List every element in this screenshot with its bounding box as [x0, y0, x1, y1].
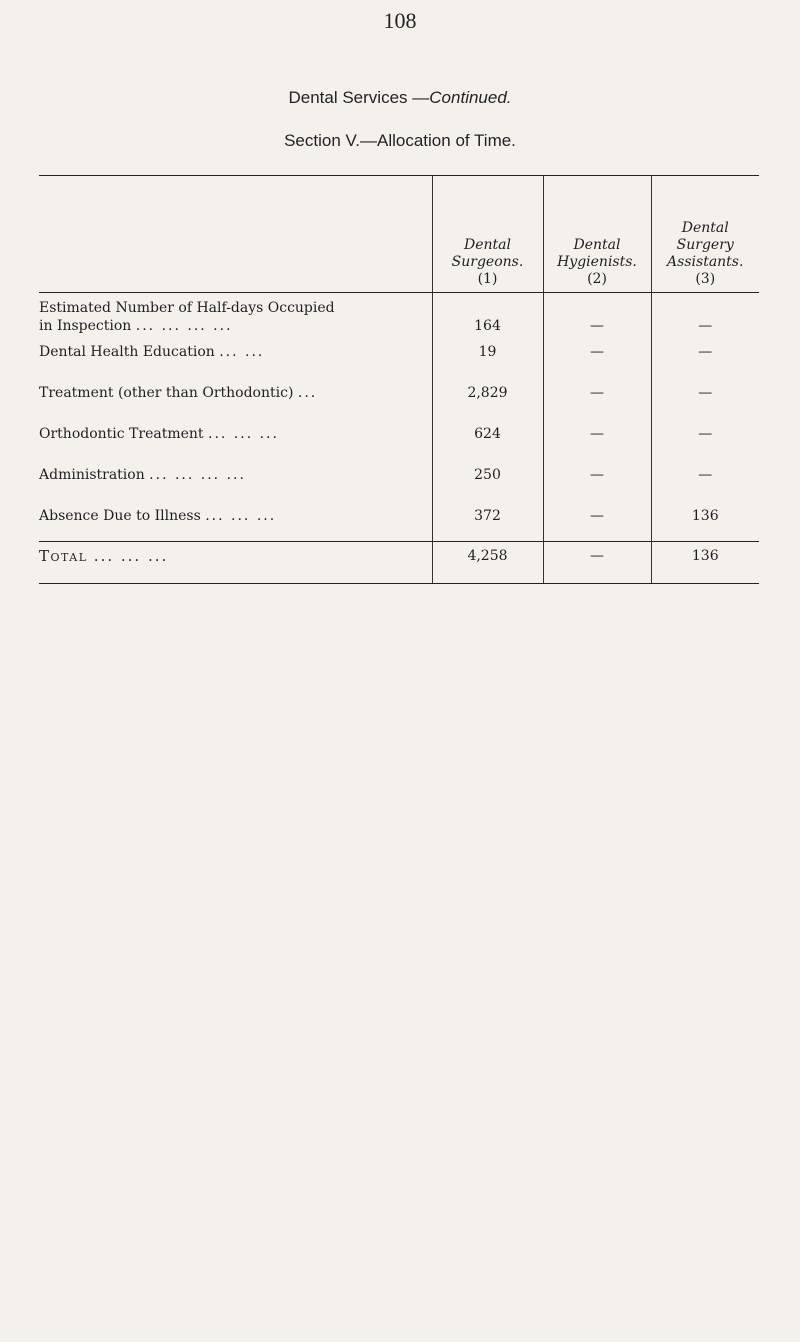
cell-assistants: —: [651, 339, 759, 380]
total-leader: ... ... ...: [93, 547, 169, 565]
row-label-line2: in Inspection: [39, 318, 132, 334]
row-label: [39, 503, 432, 542]
row-label-text: Dental Health Education: [39, 344, 215, 360]
header-row: [39, 176, 759, 293]
row-label: [39, 293, 432, 340]
header-line: Dental: [573, 237, 621, 253]
header-dental-surgery-assistants: [651, 176, 759, 293]
total-label: [39, 542, 432, 584]
header-line: Assistants.: [667, 254, 744, 270]
header-line: Surgeons.: [451, 254, 524, 270]
row-leader: ... ...: [219, 344, 265, 360]
header-line: Dental: [681, 220, 729, 236]
page-heading: [0, 88, 800, 108]
page-number: 108: [383, 8, 417, 33]
row-label-text: Treatment (other than Orthodontic): [39, 385, 294, 401]
row-label-line1: Estimated Number of Half-days Occupied: [39, 300, 335, 316]
row-leader: ... ... ...: [208, 426, 279, 442]
table-row: [39, 421, 759, 462]
cell-assistants: —: [651, 421, 759, 462]
cell-hygienists: —: [543, 462, 651, 503]
row-label-text: Absence Due to Illness: [39, 508, 201, 524]
row-leader: ...: [297, 385, 318, 401]
cell-assistants: —: [651, 293, 759, 340]
header-label-cell: [39, 176, 432, 293]
row-leader: ... ... ... ...: [149, 467, 246, 483]
heading-dash: —: [412, 88, 430, 107]
cell-assistants: —: [651, 462, 759, 503]
table-row: [39, 503, 759, 542]
row-label: [39, 339, 432, 380]
cell-hygienists: —: [543, 503, 651, 542]
table-row: [39, 462, 759, 503]
header-line: Surgery: [676, 237, 734, 253]
section-title: Section V.—Allocation of Time.: [284, 131, 516, 150]
table-row: [39, 380, 759, 421]
total-hygienists: —: [543, 542, 651, 584]
cell-hygienists: —: [543, 293, 651, 340]
cell-hygienists: —: [543, 421, 651, 462]
allocation-of-time-table: [39, 175, 759, 584]
total-label-text: Total: [39, 547, 88, 565]
row-leader: ... ... ...: [205, 508, 277, 524]
header-dental-hygienists: [543, 176, 651, 293]
heading-continued: Continued.: [429, 88, 512, 107]
table-row: [39, 293, 759, 340]
cell-surgeons: 624: [432, 421, 543, 462]
allocation-table-wrapper: [39, 175, 759, 584]
row-label-text: Administration: [39, 467, 145, 483]
header-number: (3): [695, 271, 716, 287]
cell-assistants: —: [651, 380, 759, 421]
cell-hygienists: —: [543, 380, 651, 421]
cell-surgeons: 2,829: [432, 380, 543, 421]
header-number: (1): [477, 271, 498, 287]
row-label: [39, 421, 432, 462]
row-label: [39, 462, 432, 503]
cell-surgeons: 164: [432, 293, 543, 340]
header-number: (2): [587, 271, 607, 287]
heading-main: Dental Services: [288, 88, 408, 107]
total-surgeons: 4,258: [432, 542, 543, 584]
table-row: [39, 339, 759, 380]
row-label: [39, 380, 432, 421]
header-dental-surgeons: [432, 176, 543, 293]
cell-surgeons: 250: [432, 462, 543, 503]
header-line: Dental: [464, 237, 511, 253]
total-assistants: 136: [651, 542, 759, 584]
cell-surgeons: 372: [432, 503, 543, 542]
cell-hygienists: —: [543, 339, 651, 380]
total-row: [39, 542, 759, 584]
cell-surgeons: 19: [432, 339, 543, 380]
cell-assistants: 136: [651, 503, 759, 542]
row-leader: ... ... ... ...: [135, 318, 233, 334]
header-line: Hygienists.: [557, 254, 637, 270]
row-label-text: Orthodontic Treatment: [39, 426, 204, 442]
